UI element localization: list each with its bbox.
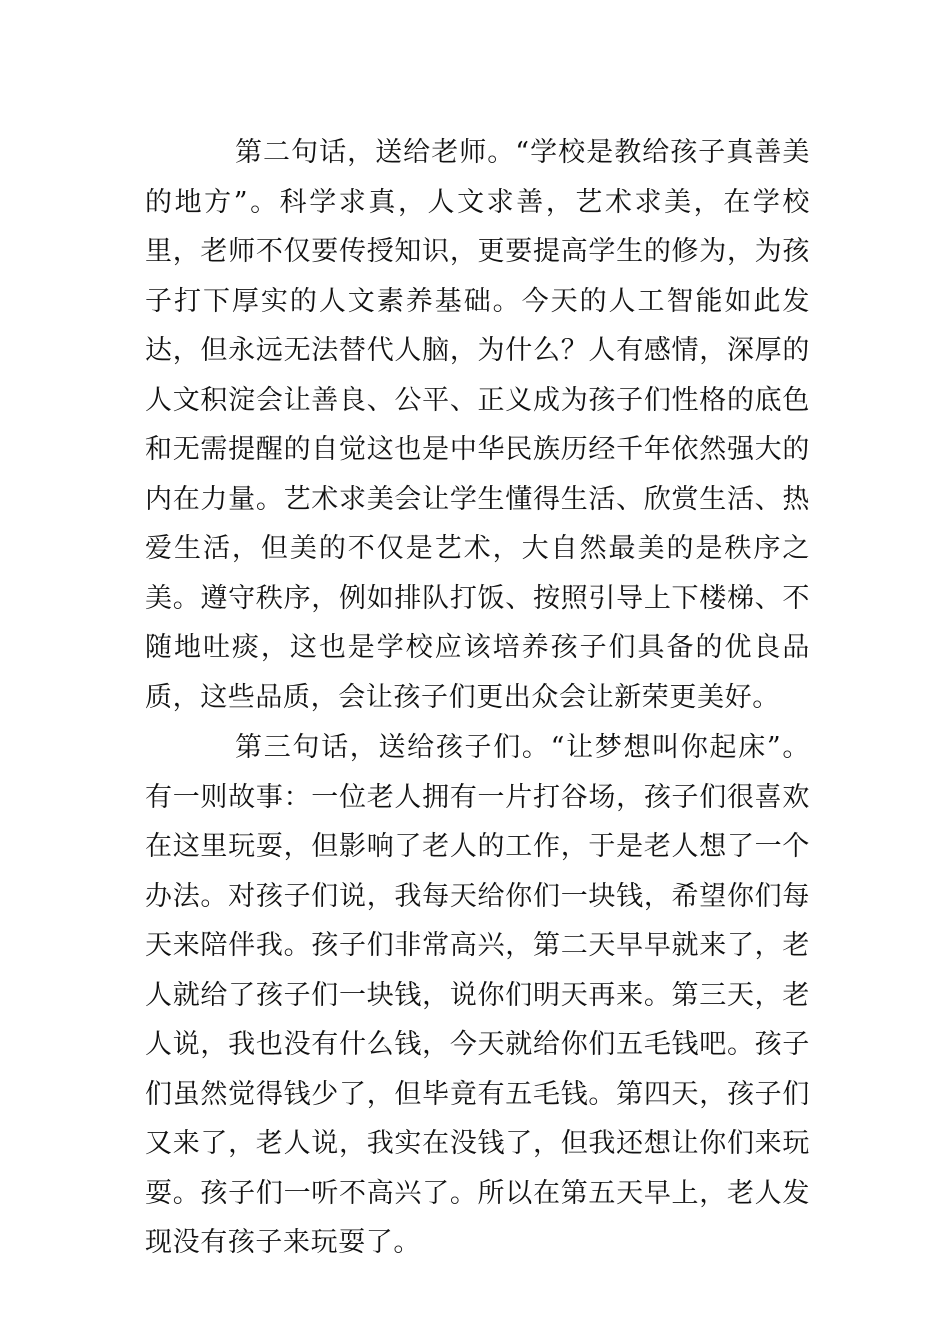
paragraph-teachers: 第二句话，送给老师。“学校是教给孩子真善美的地方”。科学求真，人文求善，艺术求美，在学校里，老师不仅要传授知识，更要提高学生的修为，为孩子打下厚实的人文素养基础。今天的人工智能如此发达，但永远无法替代人脑，为什么？人有感情，深厚的人文积淀会让善良、公平、正义成为孩子们性格的底色和无需提醒的自觉这也是中华民族历经千年依然强大的内在力量。艺术求美会让学生懂得生活、欣赏生活、热爱生活，但美的不仅是艺术，大自然最美的是秩序之美。遵守秩序，例如排队打饭、按照引导上下楼梯、不随地吐痰，这也是学校应该培养孩子们具备的优良品质，这些品质，会让孩子们更出众会让新荣更美好。	[145, 137, 810, 713]
paragraph-children: 第三句话，送给孩子们。“让梦想叫你起床”。有一则故事：一位老人拥有一片打谷场，孩子们很喜欢在这里玩耍，但影响了老人的工作，于是老人想了一个办法。对孩子们说，我每天给你们一块钱，希望你们每天来陪伴我。孩子们非常高兴，第二天早早就来了，老人就给了孩子们一块钱，说你们明天再来。第三天，老人说，我也没有什么钱，今天就给你们五毛钱吧。孩子们虽然觉得钱少了，但毕竟有五毛钱。第四天，孩子们又来了，老人说，我实在没钱了，但我还想让你们来玩耍。孩子们一听不高兴了。所以在第五天早上，老人发现没有孩子来玩耍了。	[145, 732, 810, 1258]
